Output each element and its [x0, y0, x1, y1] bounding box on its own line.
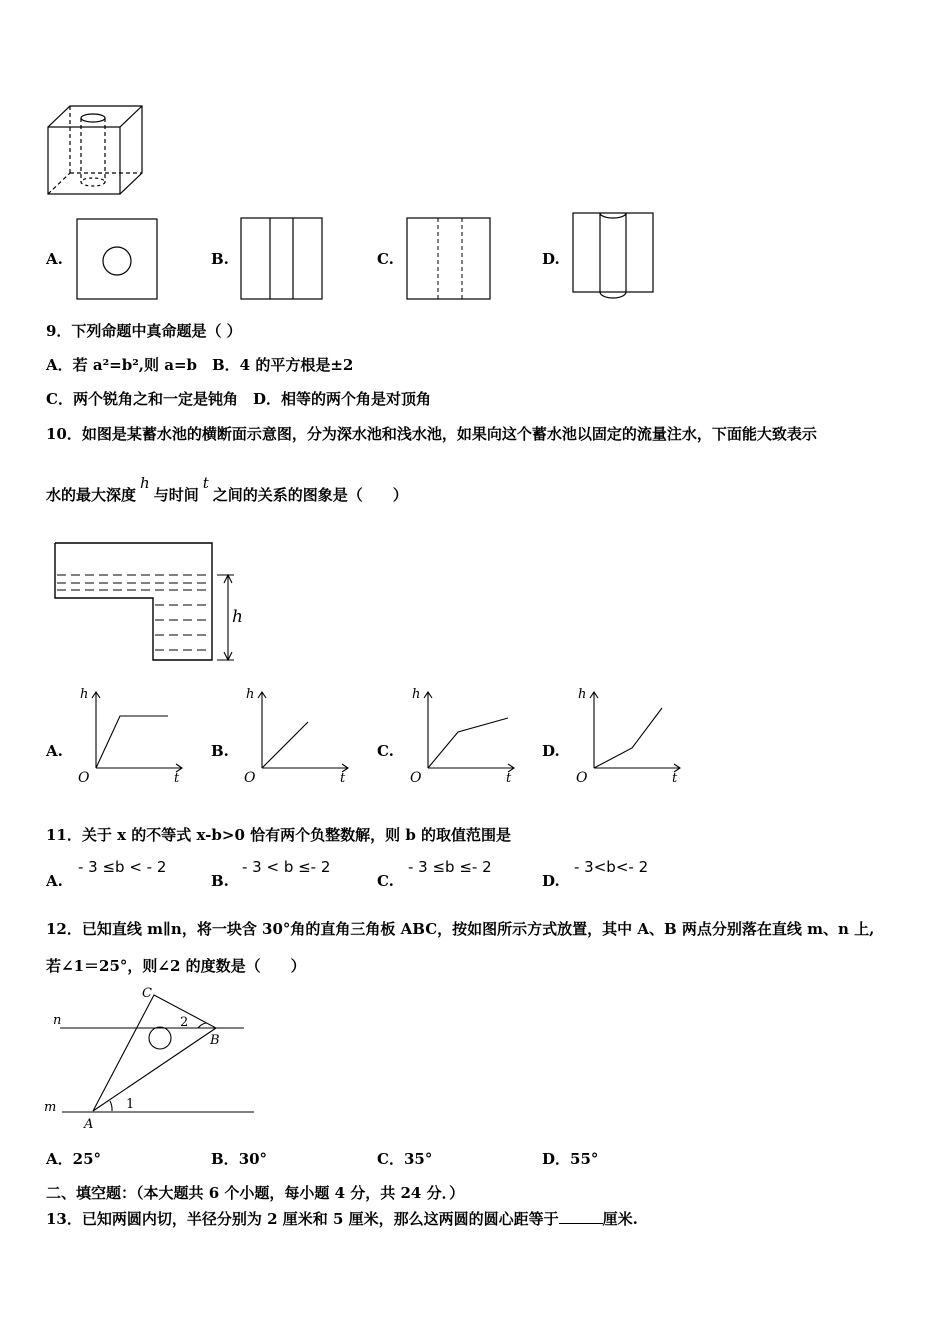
q10-d-axis-y: h	[578, 687, 587, 702]
q12-option-a[interactable]	[46, 1148, 101, 1169]
q11-option-c-value[interactable]: - 3 ≤b ≤- 2	[408, 858, 492, 876]
q10-stem-line2	[46, 474, 408, 505]
q10-a-origin: O	[78, 770, 90, 786]
q12-stem-line2: 若∠1＝25°，则∠2 的度数是（ ）	[46, 957, 306, 975]
q8-option-d-view[interactable]	[572, 210, 656, 302]
q8-option-b-label[interactable]: B.	[211, 250, 229, 268]
q10-option-a-graph[interactable]	[72, 684, 192, 784]
q10-stem-part2: 与时间	[153, 486, 199, 504]
q10-option-b-graph[interactable]	[238, 684, 358, 784]
q12-option-b[interactable]	[211, 1148, 267, 1169]
q10-d-origin: O	[576, 770, 588, 786]
q10-stem-line1: 10．如图是某蓄水池的横断面示意图，分为深水池和浅水池，如果向这个蓄水池以固定的流量注水，下面能大致表示	[46, 425, 817, 443]
q8-option-a-view[interactable]	[76, 218, 158, 300]
q12-option-b-label: B．	[211, 1150, 239, 1168]
q10-var-h: h	[140, 474, 150, 492]
fig-label-b: B	[210, 1033, 220, 1048]
q10-c-axis-y: h	[412, 687, 421, 702]
q13-stem	[46, 1208, 638, 1229]
q11-option-b-label[interactable]: B.	[211, 872, 229, 890]
q10-b-origin: O	[244, 770, 256, 786]
q11-option-a-value[interactable]: - 3 ≤b < - 2	[78, 858, 167, 876]
reservoir-h-label: h	[232, 607, 243, 627]
q9-options-line1: A．若 a²=b²,则 a=b B．4 的平方根是±2	[46, 356, 354, 374]
q9-stem: 9．下列命题中真命题是（ ）	[46, 322, 242, 340]
fig-label-2: 2	[180, 1015, 189, 1030]
fig-label-1: 1	[126, 1097, 135, 1112]
q11-stem: 11．关于 x 的不等式 x-b>0 恰有两个负整数解，则 b 的取值范围是	[46, 826, 512, 844]
q13-answer-blank[interactable]	[559, 1211, 603, 1224]
fig-label-a: A	[84, 1117, 94, 1132]
q11-option-b-value[interactable]: - 3 < b ≤- 2	[242, 858, 331, 876]
q11-option-a-label[interactable]: A.	[46, 872, 63, 890]
q10-stem-part3: 之间的关系的图象是（ ）	[212, 486, 408, 504]
q10-var-t: t	[202, 474, 209, 492]
q8-option-c-label[interactable]: C.	[377, 250, 394, 268]
q10-b-axis-y: h	[246, 687, 255, 702]
q12-option-d-value: 55°	[570, 1150, 599, 1168]
fig-label-n: n	[53, 1013, 62, 1028]
q11-option-c-label[interactable]: C.	[377, 872, 394, 890]
q10-option-c-graph[interactable]	[404, 684, 524, 784]
q12-option-c-value: 35°	[403, 1150, 433, 1168]
q12-stem-line1: 12．已知直线 m∥n，将一块含 30°角的直角三角板 ABC，按如图所示方式放置，其中 A、B 两点分别落在直线 m、n 上,	[46, 920, 875, 938]
fig-label-c: C	[142, 986, 152, 1001]
q10-option-c-label[interactable]: C.	[377, 742, 394, 760]
q11-option-d-label[interactable]: D.	[542, 872, 560, 890]
q10-option-a-label[interactable]: A.	[46, 742, 63, 760]
q10-stem-part1: 水的最大深度	[46, 486, 137, 504]
fig-label-m: m	[44, 1100, 57, 1115]
q8-option-d-label[interactable]: D.	[542, 250, 560, 268]
q8-option-b-view[interactable]	[240, 217, 324, 301]
q10-d-axis-x: t	[672, 771, 678, 786]
q12-option-b-value: 30°	[238, 1150, 268, 1168]
section2-title: 二、填空题：（本大题共 6 个小题，每小题 4 分，共 24 分．）	[46, 1184, 465, 1202]
q11-option-d-value[interactable]: - 3<b<- 2	[574, 858, 649, 876]
q12-option-d-label: D．	[542, 1150, 571, 1168]
q10-a-axis-x: t	[174, 771, 180, 786]
q12-option-a-value: 25°	[72, 1150, 102, 1168]
q12-option-c[interactable]	[377, 1148, 432, 1169]
triangle-parallel-lines-figure	[40, 980, 270, 1140]
q9-options-line2: C．两个锐角之和一定是钝角 D．相等的两个角是对顶角	[46, 390, 431, 408]
q12-option-c-label: C．	[377, 1150, 404, 1168]
q10-b-axis-x: t	[340, 771, 346, 786]
q10-c-origin: O	[410, 770, 422, 786]
q8-option-c-view[interactable]	[406, 217, 492, 301]
q10-a-axis-y: h	[80, 687, 89, 702]
q10-c-axis-x: t	[506, 771, 512, 786]
q13-stem-part2: 厘米.	[602, 1210, 638, 1228]
q10-option-b-label[interactable]: B.	[211, 742, 229, 760]
q12-option-d[interactable]	[542, 1148, 598, 1169]
q8-option-a-label[interactable]: A.	[46, 250, 63, 268]
cube-with-cylinder-figure	[40, 100, 150, 200]
q10-option-d-label[interactable]: D.	[542, 742, 560, 760]
q13-stem-part1: 13．已知两圆内切，半径分别为 2 厘米和 5 厘米，那么这两圆的圆心距等于	[46, 1210, 559, 1228]
q12-option-a-label: A．	[46, 1150, 73, 1168]
reservoir-figure	[52, 540, 252, 670]
q10-option-d-graph[interactable]	[570, 684, 690, 784]
